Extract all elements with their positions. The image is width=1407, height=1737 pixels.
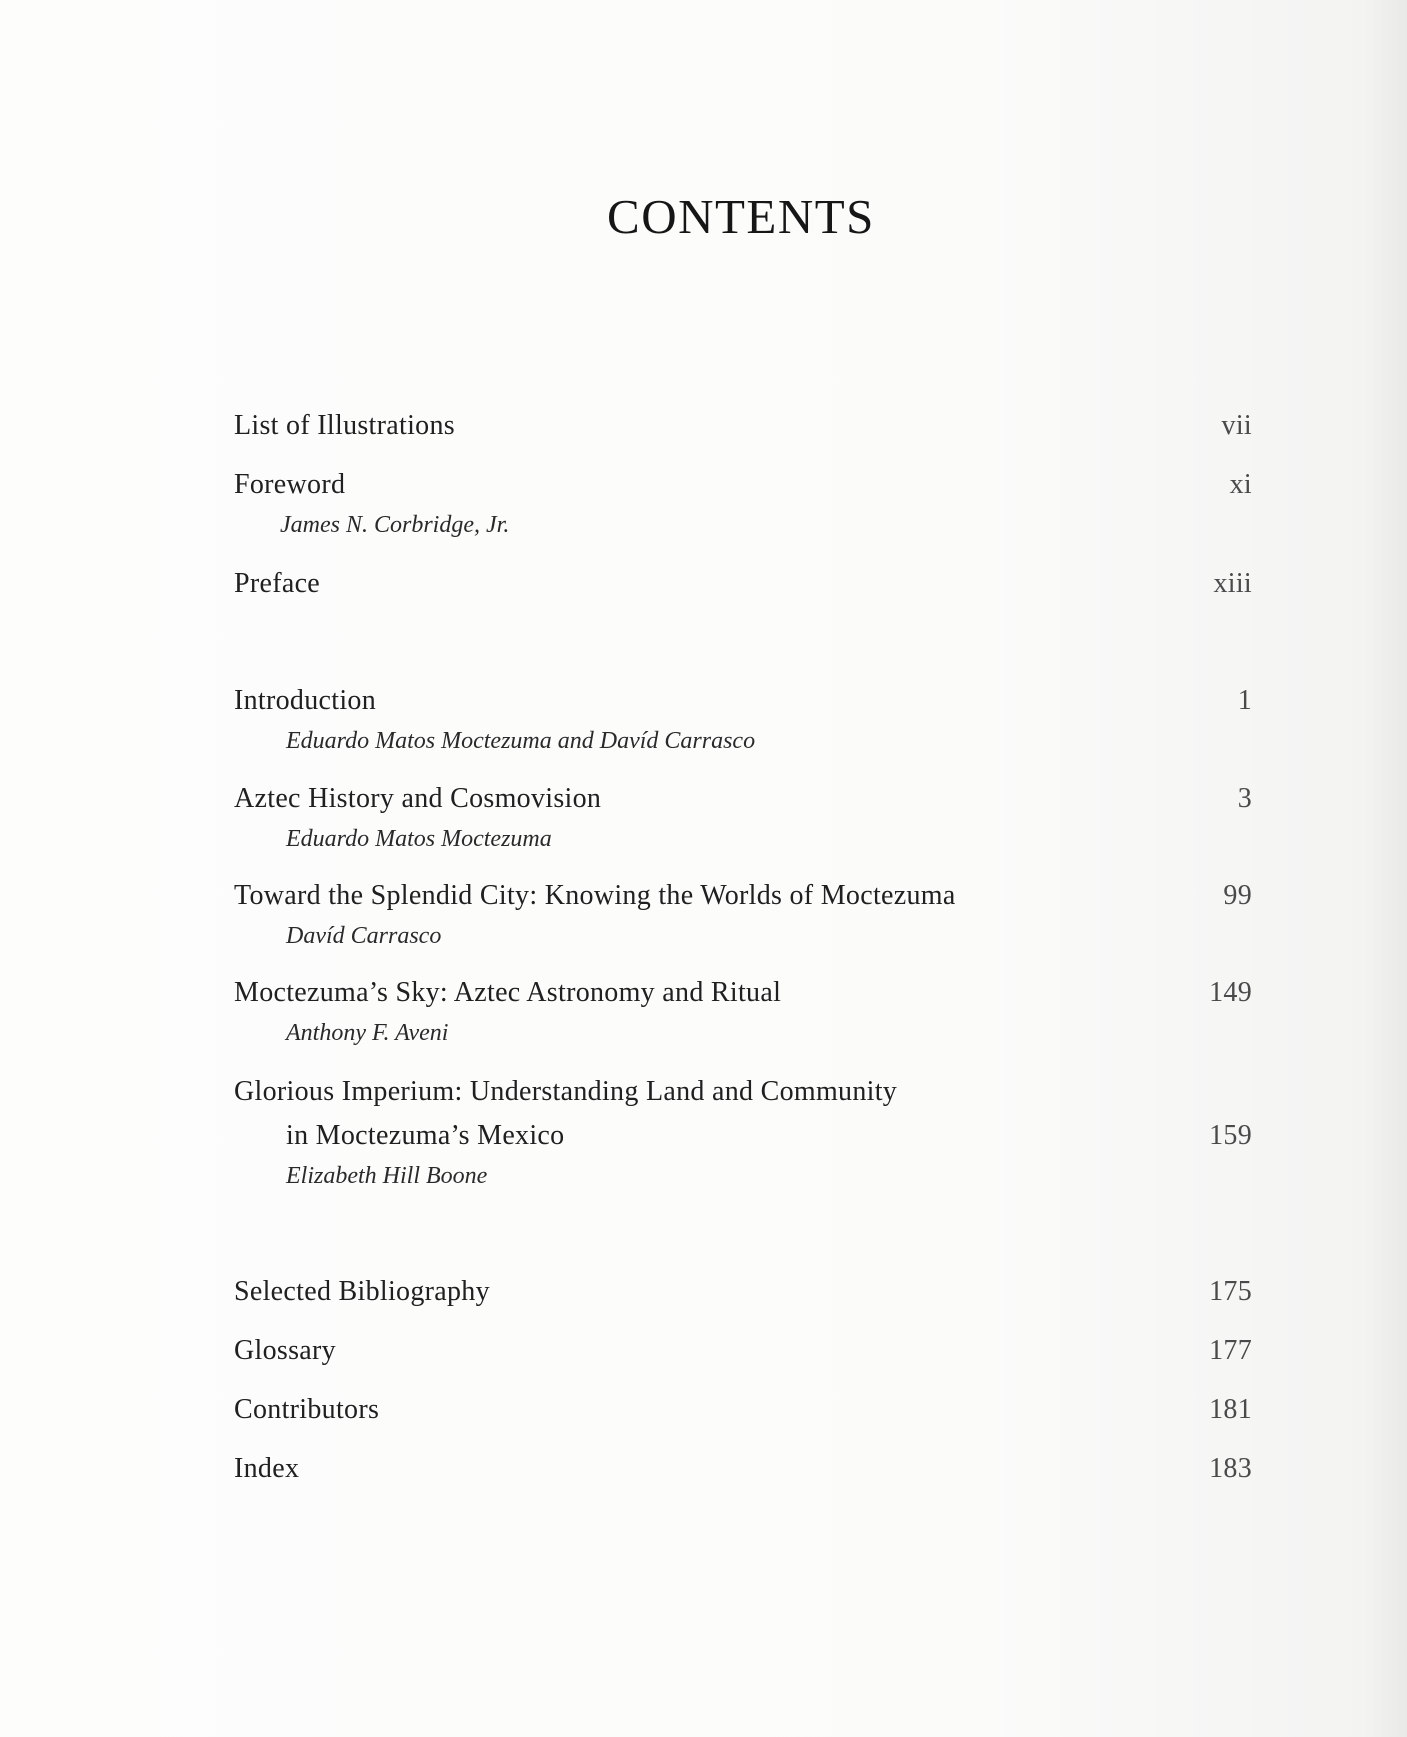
toc-entry-introduction[interactable] xyxy=(234,679,1252,759)
entry-title: Contributors xyxy=(234,1394,380,1425)
toc-entry-aztec-history[interactable] xyxy=(234,777,1252,857)
toc-entry-preface[interactable] xyxy=(234,562,1252,606)
entry-author: Elizabeth Hill Boone xyxy=(286,1163,488,1189)
entry-title: Selected Bibliography xyxy=(234,1276,490,1307)
entry-title: Foreword xyxy=(234,469,346,500)
entry-page-number: 159 xyxy=(1209,1120,1252,1151)
entry-page-number: xiii xyxy=(1213,568,1252,599)
entry-title: Index xyxy=(234,1453,300,1484)
entry-page-number: 183 xyxy=(1209,1453,1252,1484)
entry-title: Glorious Imperium: Understanding Land and Community xyxy=(234,1076,898,1107)
entry-page-number: 177 xyxy=(1209,1335,1252,1366)
toc-entry-foreword[interactable] xyxy=(234,463,1252,543)
entry-page-number: 181 xyxy=(1209,1394,1252,1425)
entry-author: James N. Corbridge, Jr. xyxy=(280,512,510,538)
entry-page-number: 99 xyxy=(1223,880,1252,911)
entry-title: Toward the Splendid City: Knowing the Worlds of Moctezuma xyxy=(234,880,956,911)
toc-entry-glorious-imperium[interactable] xyxy=(234,1070,1252,1194)
toc-entry-list-of-illustrations[interactable] xyxy=(234,404,1252,448)
entry-title-continued: in Moctezuma’s Mexico xyxy=(286,1120,565,1151)
entry-author: Eduardo Matos Moctezuma and Davíd Carrasco xyxy=(286,728,756,754)
entry-page-number: 3 xyxy=(1237,783,1252,814)
entry-page-number: 175 xyxy=(1209,1276,1252,1307)
toc-entry-contributors[interactable] xyxy=(234,1388,1252,1432)
entry-title: List of Illustrations xyxy=(234,410,455,441)
entry-page-number: vii xyxy=(1221,410,1252,441)
entry-page-number: 149 xyxy=(1209,977,1252,1008)
toc-entry-splendid-city[interactable] xyxy=(234,874,1252,954)
toc-entry-bibliography[interactable] xyxy=(234,1270,1252,1314)
toc-entry-glossary[interactable] xyxy=(234,1329,1252,1373)
entry-page-number: xi xyxy=(1229,469,1252,500)
toc-entry-moctezumas-sky[interactable] xyxy=(234,971,1252,1051)
entry-author: Davíd Carrasco xyxy=(286,923,442,949)
entry-title: Glossary xyxy=(234,1335,336,1366)
entry-title: Introduction xyxy=(234,685,377,716)
toc-entry-index[interactable] xyxy=(234,1447,1252,1491)
entry-title: Moctezuma’s Sky: Aztec Astronomy and Ritual xyxy=(234,977,782,1008)
entry-page-number: 1 xyxy=(1237,685,1252,716)
entry-author: Eduardo Matos Moctezuma xyxy=(286,826,552,852)
entry-title: Aztec History and Cosmovision xyxy=(234,783,602,814)
entry-title: Preface xyxy=(234,568,321,599)
page-title: CONTENTS xyxy=(607,189,875,244)
entry-author: Anthony F. Aveni xyxy=(286,1020,449,1046)
